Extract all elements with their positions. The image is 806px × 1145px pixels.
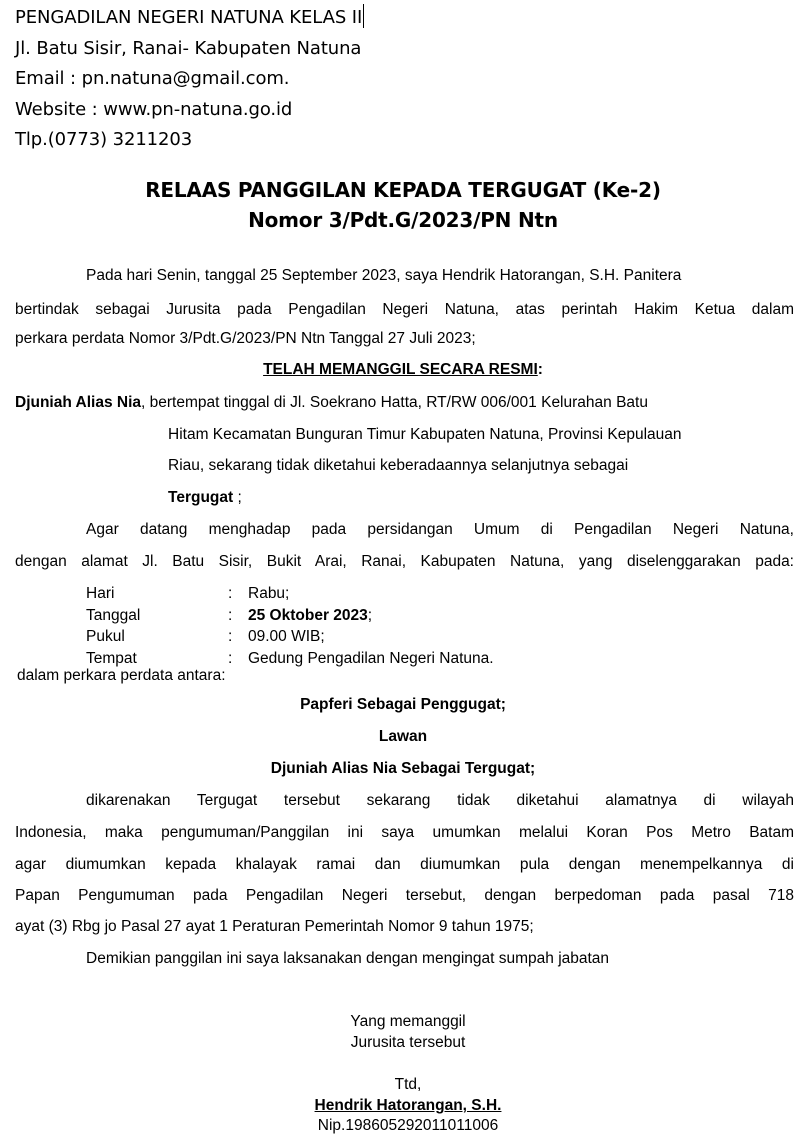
text-cursor [363,4,364,28]
schedule-row-place: Tempat : Gedung Pengadilan Negeri Natuna. [86,649,494,667]
defendant-role: Tergugat ; [168,489,242,506]
signature-caller: Yang memanggil [350,1013,466,1030]
signature-position: Jurusita tersebut [350,1034,466,1051]
schedule-row-day: Hari : Rabu; [86,585,290,602]
invite-line-2: dengan alamat Jl. Batu Sisir, Bukit Arai, Ranai, Kabupaten Natuna, yang diselenggarakan pada: [15,553,794,570]
defendant-name: Djuniah Alias Nia [15,394,142,411]
plaintiff: Papferi Sebagai Penggugat; [300,696,506,713]
case-number: Nomor 3/Pdt.G/2023/PN Ntn [248,208,558,232]
title-line-1: RELAAS PANGGILAN KEPADA TERGUGAT (Ke-2) [145,178,661,202]
defendant-line-2: Hitam Kecamatan Bunguran Timur Kabupaten Natuna, Provinsi Kepulauan [168,426,682,443]
opening-line-1: Pada hari Senin, tanggal 25 September 2023, saya Hendrik Hatorangan, S.H. Panitera [86,267,682,284]
defendant-line-3: Riau, sekarang tidak diketahui keberadaannya selanjutnya sebagai [168,457,629,474]
closing-statement: Demikian panggilan ini saya laksanakan dengan mengingat sumpah jabatan [86,950,610,967]
opening-line-2: bertindak sebagai Jurusita pada Pengadilan Negeri Natuna, atas perintah Hakim Ketua dalam [15,301,794,318]
document-title [0,175,806,235]
defendant-party: Djuniah Alias Nia Sebagai Tergugat; [270,760,536,777]
announcement-line-1: dikarenakan Tergugat tersebut sekarang tidak diketahui alamatnya di wilayah [86,792,794,809]
court-address: Jl. Batu Sisir, Ranai- Kabupaten Natuna [15,37,362,59]
signature-signed: Ttd, [394,1076,422,1093]
defendant-line-1: Djuniah Alias Nia, bertempat tinggal di Jl. Soekrano Hatta, RT/RW 006/001 Kelurahan Batu [15,394,648,411]
invite-line-1: Agar datang menghadap pada persidangan Umum di Pengadilan Negeri Natuna, [86,521,794,538]
summon-heading: TELAH MEMANGGIL SECARA RESMI: [263,361,543,378]
letterhead [15,3,364,156]
signatory-name: Hendrik Hatorangan, S.H. [314,1097,502,1114]
court-website: Website : www.pn-natuna.go.id [15,98,293,120]
signatory-nip: Nip.198605292011011006 [317,1117,499,1134]
court-phone: Tlp.(0773) 3211203 [15,129,193,150]
schedule-row-date: Tanggal : 25 Oktober 2023 ; [86,606,373,624]
schedule-row-time: Pukul : 09.00 WIB; [86,628,325,645]
versus: Lawan [378,728,428,745]
announcement-line-4: Papan Pengumuman pada Pengadilan Negeri tersebut, dengan berpedoman pada pasal 718 [15,887,794,904]
court-name: PENGADILAN NEGERI NATUNA KELAS II [15,3,364,34]
announcement-line-3: agar diumumkan kepada khalayak ramai dan diumumkan pula dengan menempelkannya di [15,856,794,873]
announcement-line-2: Indonesia, maka pengumuman/Panggilan ini saya umumkan melalui Koran Pos Metro Batam [15,824,794,841]
announcement-line-5: ayat (3) Rbg jo Pasal 27 ayat 1 Peraturan Pemerintah Nomor 9 tahun 1975; [15,918,534,935]
hearing-schedule [86,583,494,669]
court-email: Email : pn.natuna@gmail.com. [15,68,290,89]
opening-line-3: perkara perdata Nomor 3/Pdt.G/2023/PN Ntn Tanggal 27 Juli 2023; [15,330,476,347]
case-between: dalam perkara perdata antara: [17,667,226,684]
